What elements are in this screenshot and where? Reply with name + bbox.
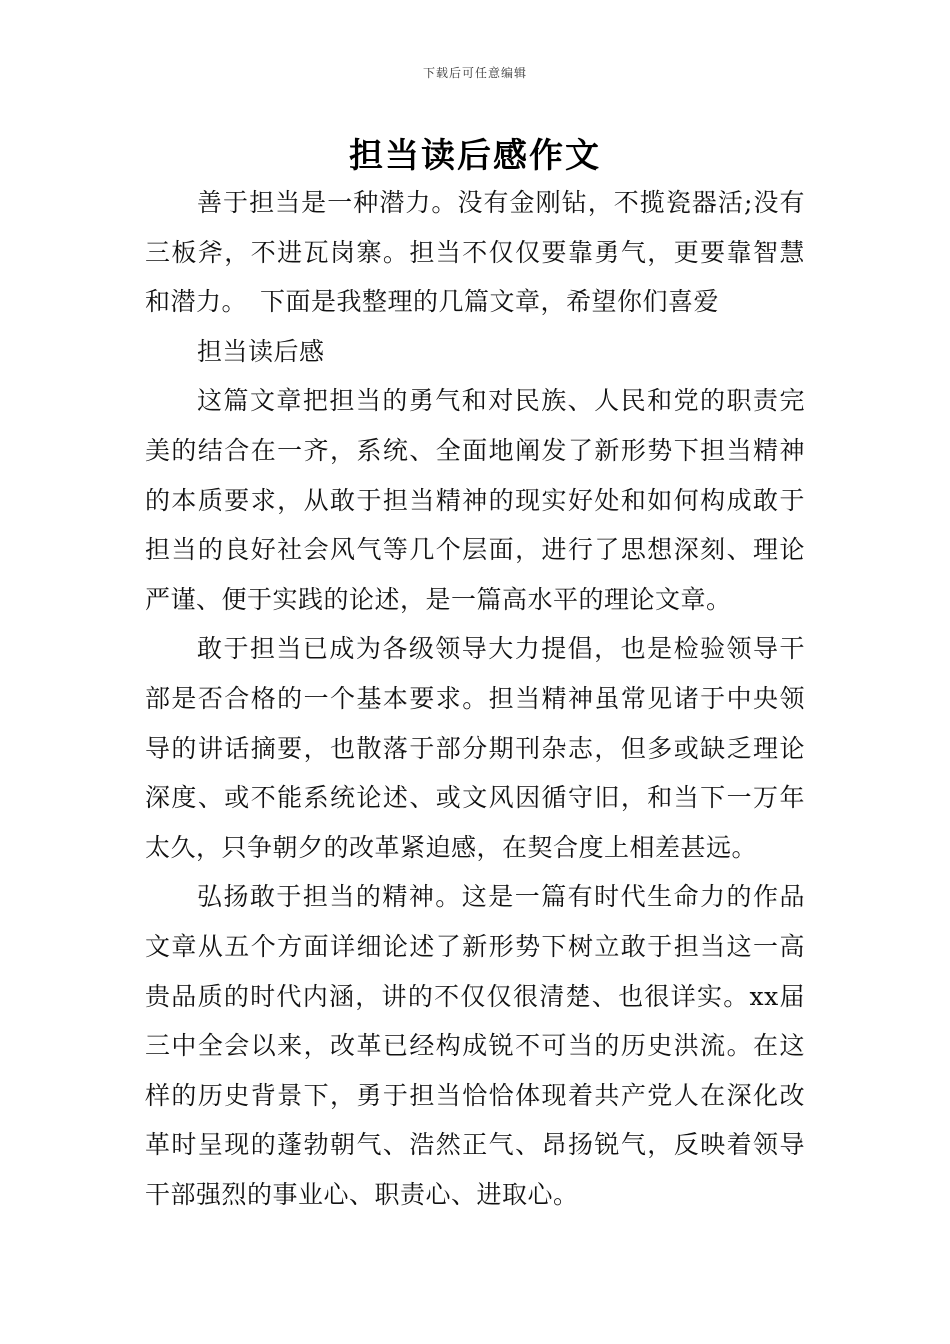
paragraph-3: 弘扬敢于担当的精神。这是一篇有时代生命力的作品文章从五个方面详细论述了新形势下树立敢于担当这一高贵品质的时代内涵，讲的不仅仅很清楚、也很详实。xx届三中全会以来，改革已经构成锐不可当的历史洪流。在这样的历史背景下，勇于担当恰恰体现着共产党人在深化改革时呈现的蓬勃朝气、浩然正气、昂扬锐气，反映着领导干部强烈的事业心、职责心、进取心。 [145, 882, 805, 1209]
paragraph-2: 敢于担当已成为各级领导大力提倡，也是检验领导干部是否合格的一个基本要求。担当精神虽常见诸于中央领导的讲话摘要，也散落于部分期刊杂志，但多或缺乏理论深度、或不能系统论述、或文风因循守旧，和当下一万年太久，只争朝夕的改革紧迫感，在契合度上相差甚远。 [145, 634, 805, 862]
section-heading: 担当读后感 [197, 336, 325, 366]
document-body [145, 178, 805, 1219]
paragraph-1: 这篇文章把担当的勇气和对民族、人民和党的职责完美的结合在一齐，系统、全面地阐发了新形势下担当精神的本质要求，从敢于担当精神的现实好处和如何构成敢于担当的良好社会风气等几个层面，进行了思想深刻、理论严谨、便于实践的论述，是一篇高水平的理论文章。 [145, 386, 805, 614]
paragraph-intro: 善于担当是一种潜力。没有金刚钻，不揽瓷器活;没有三板斧，不进瓦岗寨。担当不仅仅要靠勇气，更要靠智慧和潜力。 下面是我整理的几篇文章，希望你们喜爱 [145, 188, 805, 317]
document-title: 担当读后感作文 [349, 136, 601, 176]
header-note: 下载后可任意编辑 [422, 66, 527, 80]
